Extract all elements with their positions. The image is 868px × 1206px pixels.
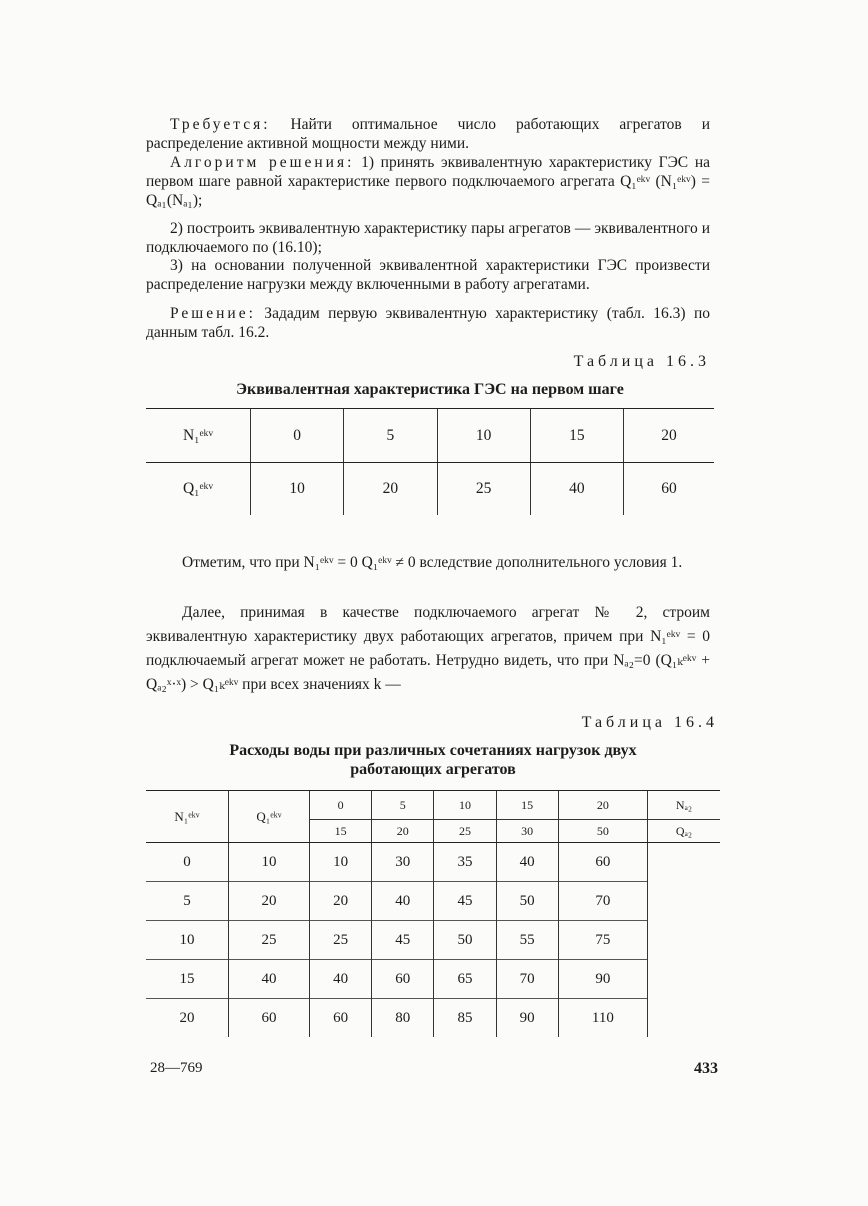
table2-na2-value: 5 [372,791,434,820]
table2-cell: 60 [372,960,434,999]
table1-cell: 20 [624,409,715,463]
table2-n-cell: 10 [146,921,229,960]
table2-empty-cell [648,843,721,882]
table2-qa2-value: 30 [496,820,558,843]
table1-cell: 40 [530,463,623,516]
table1-cell: 25 [437,463,530,516]
table2-cell: 55 [496,921,558,960]
table2 [146,790,720,1037]
table2-qa2-label: Qₐ₂ [648,820,721,843]
table2-cell: 40 [310,960,372,999]
table2-empty-cell [648,999,721,1038]
table2-qa2-value: 25 [434,820,496,843]
table2-row [146,843,720,882]
solution-label: Решение: [170,305,256,322]
table2-n-cell: 15 [146,960,229,999]
table2-cell: 110 [558,999,647,1038]
table1-row-q-label: Q₁ᵉᵏᵛ [182,480,214,497]
table2-q-cell: 20 [229,882,310,921]
table2-na2-value: 10 [434,791,496,820]
note-text: Отметим, что при N₁ᵉᵏᵛ = 0 Q₁ᵉᵏᵛ ≠ 0 вследствие дополнительного условия 1. [182,554,683,571]
table2-cell: 45 [434,882,496,921]
table2-q-cell: 60 [229,999,310,1038]
step3-paragraph [146,256,710,294]
table2-na2-label: Nₐ₂ [648,791,721,820]
table2-cell: 20 [310,882,372,921]
table2-title [146,741,720,779]
table2-cell: 45 [372,921,434,960]
table2-cell: 10 [310,843,372,882]
solution-text: Зададим первую эквивалентную характеристику (табл. 16.3) по данным табл. 16.2. [146,305,710,341]
table2-cell: 50 [434,921,496,960]
table2-cell: 40 [372,882,434,921]
table2-cell: 60 [558,843,647,882]
table2-cell: 90 [496,999,558,1038]
algorithm-text: 1) принять эквивалентную характеристику ГЭС на первом шаге равной характеристике первого подключаемого агрегата Q [146,154,710,190]
table2-row [146,921,720,960]
table1-cell: 15 [530,409,623,463]
requirement-label: Требуется: [170,116,271,133]
note-paragraph [146,551,710,575]
table1-row-n-label: N₁ᵉᵏᵛ [146,409,251,463]
table2-na2-value: 20 [558,791,647,820]
table2-cell: 35 [434,843,496,882]
table2-cell: 65 [434,960,496,999]
table2-n-cell: 20 [146,999,229,1038]
table2-q-cell: 10 [229,843,310,882]
table2-title-line2: работающих агрегатов [350,761,516,778]
table2-cell: 30 [372,843,434,882]
table2-caption: Таблица 16.4 [581,714,718,731]
table2-na2-value: 15 [496,791,558,820]
table2-qa2-value: 15 [310,820,372,843]
table1-cell: 60 [624,463,715,516]
table2-title-line1: Расходы воды при различных сочетаниях нагрузок двух [229,742,637,759]
table2-empty-cell [648,960,721,999]
step3-text: 3) на основании полученной эквивалентной характеристики ГЭС произвести распределение нагрузки между включенными в работу агрегатами. [146,257,710,293]
table1-cell: 10 [251,463,344,516]
page-number: 433 [694,1060,718,1077]
table2-na2-value: 0 [310,791,372,820]
table2-q-cell: 25 [229,921,310,960]
table2-q-cell: 40 [229,960,310,999]
next-text: Далее, принимая в качестве подключаемого агрегат № 2, строим эквивалентную характеристику двух работающих агрегатов, причем при N₁ᵉᵏᵛ = 0 подключаемый агрегат может не работать. Нетрудно видеть, что при Nₐ₂=0 (Q₁ₖᵉᵏᵛ + Qₐ₂ˣ·ˣ) > Q₁ₖᵉᵏᵛ при всех значениях k — [146,604,710,693]
algorithm-formula: ₁ᵉᵏᵛ (N₁ᵉᵏᵛ) = Qₐ₁(Nₐ₁); [146,173,710,209]
table2-qa2-value: 50 [558,820,647,843]
step2-paragraph [146,219,710,257]
table2-cell: 40 [496,843,558,882]
table2-row [146,882,720,921]
step2-text: 2) построить эквивалентную характеристику пары агрегатов — эквивалентного и подключаемого по (16.10); [146,220,710,256]
table2-cell: 60 [310,999,372,1038]
table1-cell: 20 [344,463,437,516]
table1-caption: Таблица 16.3 [573,353,710,370]
table2-empty-cell [648,882,721,921]
table1 [146,408,714,515]
table2-cell: 80 [372,999,434,1038]
table2-cell: 75 [558,921,647,960]
footer-signature: 28—769 [150,1060,203,1076]
table2-cell: 85 [434,999,496,1038]
table2-n-cell: 5 [146,882,229,921]
requirement-text: Найти оптимальное число работающих агрегатов и распределение активной мощности между ними. [146,116,710,152]
table2-qa2-value: 20 [372,820,434,843]
table1-row-n [146,409,714,463]
table2-cell: 90 [558,960,647,999]
table1-title: Эквивалентная характеристика ГЭС на первом шаге [236,381,624,398]
solution-paragraph [146,304,710,342]
table2-cell: 70 [558,882,647,921]
table2-empty-cell [648,921,721,960]
table1-cell: 10 [437,409,530,463]
table2-cell: 25 [310,921,372,960]
requirement-paragraph [146,115,710,153]
table2-n-cell: 0 [183,853,191,870]
table2-col1-header: N₁ᵉᵏᵛ [146,791,229,843]
table2-col2-header: Q₁ᵉᵏᵛ [229,791,310,843]
table2-cell: 50 [496,882,558,921]
table2-header-na2 [146,791,720,820]
algorithm-label: Алгоритм решения: [170,154,355,171]
table2-cell: 70 [496,960,558,999]
table1-cell: 0 [251,409,344,463]
algorithm-paragraph [146,153,710,210]
table1-row-q [146,463,714,516]
next-paragraph [146,601,710,697]
table2-row [146,960,720,999]
table2-row [146,999,720,1038]
table1-cell: 5 [344,409,437,463]
